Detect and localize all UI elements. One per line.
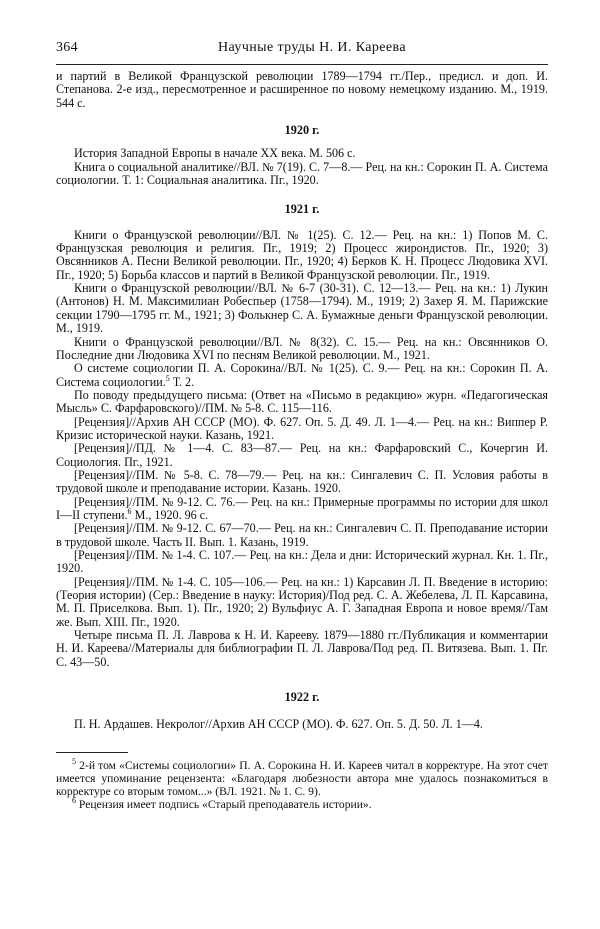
footnote-5 — [56, 756, 548, 798]
footnote-ref-5[interactable]: 5 — [165, 373, 170, 383]
bib-entry: [Рецензия]//ПМ. № 9-12. С. 67—70.— Рец. на кн.: Сингалевич С. П. Преподавание истории в трудовой школе. Часть II. Вып. 1. Казань, 1919. — [56, 521, 548, 549]
bib-entry: [Рецензия]//ПМ. № 5-8. С. 78—79.— Рец. на кн.: Сингалевич С. П. Условия работы в трудовой школе и преподавание истории. Казань. 1920. — [56, 467, 548, 496]
footnote-6 — [56, 795, 548, 811]
bib-entry: Четыре письма П. Л. Лаврова к Н. И. Карееву. 1879—1880 гг./Публикация и комментарии Н. И. Кареева//Материалы для библиографии П. Л. Лаврова/Под ред. П. Витязева. Вып. 1. Пг. С. 43—50. — [56, 628, 548, 669]
bib-entry: П. Н. Ардашев. Некролог//Архив АН СССР (МО). Ф. 627. Оп. 5. Д. 50. Л. 1—4. — [74, 717, 483, 732]
footnote-marker: 5 — [72, 756, 76, 766]
bib-entry: Книги о Французской революции//ВЛ. № 1(25). С. 12.— Рец. на кн.: 1) Попов М. С. Французская революция и религия. Пг., 1919; 2) Процесс жирондистов. Пг., 1920; 3) Овсянников А. Песни Великой революции. Пг., 1920; 4) Берков К. Н. Процесс Людовика XVI. Пг., 1920; 5) Борьба классов и партий в Великой Французской революции. Пг., 1919. — [56, 227, 548, 282]
page-number: 364 — [56, 40, 78, 55]
footnote-ref-6[interactable]: 6 — [127, 506, 132, 516]
running-title: Научные труды Н. И. Кареева — [218, 40, 406, 55]
bib-entry: По поводу предыдущего письма: (Ответ на «Письмо в редакцию» журн. «Педагогическая Мысль» С. Фарфаровского)//ПМ. № 5-8. С. 115—116. — [56, 387, 548, 416]
bib-entry: [Рецензия]//ПМ. № 1-4. С. 107.— Рец. на кн.: Дела и дни: Исторический журнал. Кн. 1. Пг., 1920. — [56, 548, 548, 576]
header-rule — [56, 64, 548, 65]
continued-entry: и партий в Великой Французской революции 1789—1794 гг./Пер., предисл. и доп. И. Степанова. 2-е изд., пересмотренное и расширенное по новому немецкому изданию. М., 1919. 544 с. — [56, 69, 548, 110]
bib-entry: История Западной Европы в начале XX века. М. 506 с. — [74, 146, 356, 161]
bib-entry: Книги о Французской революции//ВЛ. № 8(32). С. 15.— Рец. на кн.: Овсянников О. Последние дни Людовика XVI по песням Великой революции. М., 1921. — [56, 334, 548, 362]
bib-entry — [56, 496, 548, 523]
year-heading-1921: 1921 г. — [284, 202, 320, 217]
bib-entry: Книги о Французской революции//ВЛ. № 6-7 (30-31). С. 12—13.— Рец. на кн.: 1) Лукин (Антонов) Н. М. Максимилиан Робеспьер (1758—1794). М., 1919; 2) Захер Я. М. Парижские секции 1790—1795 гг. М., 1921; 3) Фолькнер С. А. Бумажные деньги Французской революции. М., 1919. — [56, 281, 548, 336]
bib-entry-text: [Рецензия]//ПМ. № 9-12. С. 76.— Рец. на кн.: Примерные программы по истории для школ I—II ступени. — [56, 494, 548, 522]
bib-entry: [Рецензия]//ПД. № 1—4. С. 83—87.— Рец. на кн.: Фарфаровский С., Кочергин И. Социология. Пг., 1921. — [56, 441, 548, 469]
footnote-marker: 6 — [72, 795, 76, 805]
bib-entry: [Рецензия]//ПМ. № 1-4. С. 105—106.— Рец. на кн.: 1) Карсавин Л. П. Введение в историю: (Теория истории) (Сер.: Введение в науку: История)/Под ред. С. А. Жебелева, Л. П. Карсавина, М. П. Приселкова. Вып. 1). Пг., 1920; 2) Вульфиус А. Г. Западная Европа и новое время//Там же. Вып. XIII. Пг., 1920. — [56, 574, 548, 629]
bib-entry-tail: Т. 2. — [172, 374, 195, 389]
bib-entry: Книга о социальной аналитике//ВЛ. № 7(19). С. 7—8.— Рец. на кн.: Сорокин П. А. Система социологии. Т. 1: Социальная аналитика. Пг., 1920. — [56, 159, 548, 188]
running-header — [56, 40, 548, 62]
year-heading-1922: 1922 г. — [284, 690, 320, 705]
footnote-text: Рецензия имеет подпись «Старый преподаватель истории». — [78, 797, 372, 811]
bib-entry-tail: М., 1920. 96 с. — [134, 507, 209, 522]
bib-entry-text: О системе социологии П. А. Сорокина//ВЛ. № 1(25). С. 9.— Рец. на кн.: Сорокин П. А. Система социологии. — [56, 361, 548, 389]
bibliography-body — [56, 70, 548, 811]
bib-entry — [56, 362, 548, 389]
footnote-text: 2-й том «Системы социологии» П. А. Сорокина Н. И. Кареев читал в корректуре. На этот счет имеется упоминание рецензента: «Благодаря любезности автора мне удалось познакомиться в корректуре со вторым томом...» (ВЛ. 1921. № 1. С. 9). — [56, 758, 548, 798]
footnote-rule — [56, 752, 128, 753]
year-heading-1920: 1920 г. — [284, 123, 320, 138]
bib-entry: [Рецензия]//Архив АН СССР (МО). Ф. 627. Оп. 5. Д. 49. Л. 1—4.— Рец. на кн.: Виппер Р. Кризис исторической науки. Казань, 1921. — [56, 414, 548, 442]
